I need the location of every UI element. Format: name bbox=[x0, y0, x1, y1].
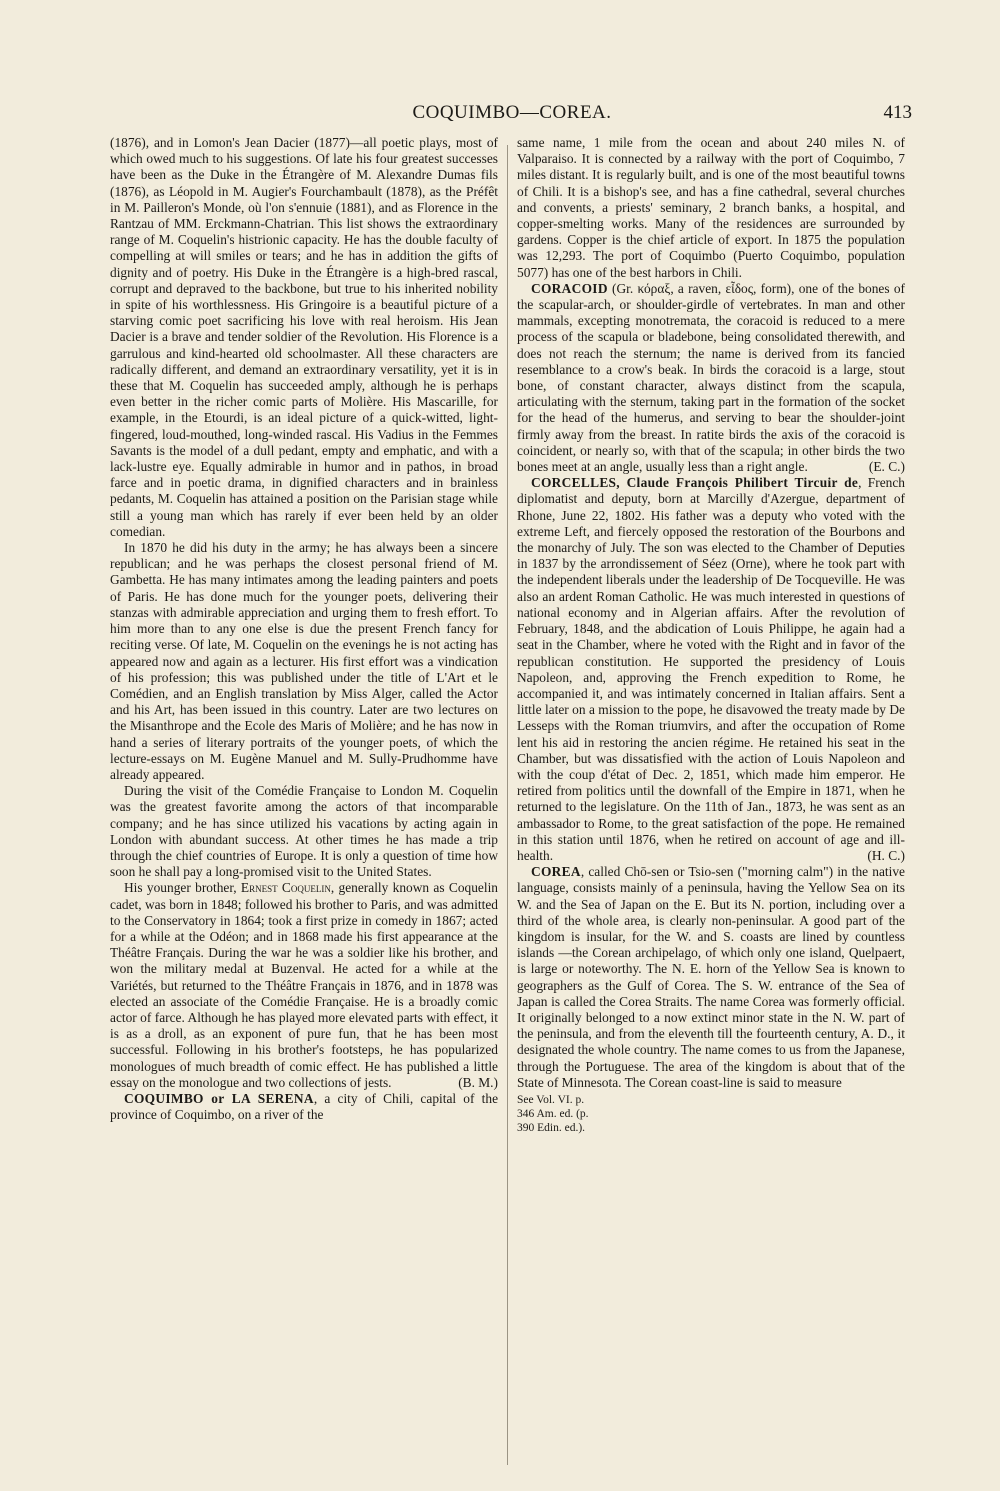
corcelles-entry bbox=[517, 475, 905, 864]
column-divider bbox=[507, 145, 508, 1465]
coquimbo-continuation: same name, 1 mile from the ocean and about 240 miles N. of Valparaiso. It is connected by a railway with the port of Coquimbo, 7 miles distant. It is regularly built, and is one of the most beautiful towns of Chili. It is a bishop's see, and has a fine cathedral, several churches and convents, a priests' seminary, 2 branch banks, a hospital, and copper-smelting works. Many of the residences are surrounded by gardens. Copper is the chief article of export. In 1875 the population was 12,293. The port of Coquimbo (Puerto Coquimbo, population 5077) has one of the best harbors in Chili. bbox=[517, 135, 905, 280]
coquelin-paragraph-2: In 1870 he did his duty in the army; he has always been a sincere republican; and he was perhaps the closest personal friend of M. Gambetta. He has many intimates among the leading painters and poets of Paris. He has done much for the younger poets, delivering their stanzas with admirable appreciation and urging them to fresh effort. To him more than to any one else is due the present French fancy for reciting verse. Of late, M. Coquelin on the evenings he is not acting has appeared now and again as a lecturer. His first effort was a vindication of his profession; this was published under the title of L'Art et le Comédien, and an English translation by Miss Alger, called the Actor and his Art, has been issued in this country. Later are two lectures on the Misanthrope and the Ecole des Maris of Molière; and he has now in hand a series of literary portraits of the younger poets, of which the lecture-essays on M. Eugène Manuel and M. Sully-Prudhomme have already appeared. bbox=[110, 540, 498, 782]
cross-reference-sidenote: See Vol. VI. p. 346 Am. ed. (p. 390 Edin. ed.). bbox=[517, 1093, 589, 1134]
entry-headword: COREA bbox=[531, 864, 581, 880]
right-column bbox=[517, 135, 905, 1135]
coquelin-paragraph-3: During the visit of the Comédie Française to London M. Coquelin was the greatest favorite among the actors of that incomparable company; and he has since utilized his vacations by acting again in London with abundant success. At other times he has made a trip through the chief countries of Europe. It is only a question of time how soon he shall pay a long-promised visit to the United States. bbox=[110, 783, 498, 880]
paragraph-text: , generally known as Coquelin cadet, was born in 1848; followed his brother to Paris, and was admitted to the Conservatory in 1864; took a first prize in comedy in 1867; acted for a while at the Odéon; and in 1868 made his first appearance at the Théâtre Français. During the war he was a soldier like his brother, and won the military medal at Buzenval. He acted for a while at the Variétés, but returned to the Théâtre Français in 1876, and in 1878 was elected an associate of the Comédie Française. He is a broadly comic actor of farce. Although he has played more elevated parts with effect, it is as a droll, as an exponent of pure fun, that he has been most successful. Following in his brother's footsteps, he has popularized monologues of much breadth of comic effect. He has published a little essay on the monologue and two collections of jests. bbox=[110, 880, 498, 1090]
paragraph-text: His younger brother, bbox=[124, 880, 241, 896]
running-title: COQUIMBO—COREA. bbox=[412, 102, 612, 123]
coquelin-paragraph-1: (1876), and in Lomon's Jean Dacier (1877)—all poetic plays, most of which owed much to his suggestions. Of late his four greatest successes have been as the Duke in the Étrangère of M. Alexandre Dumas fils (1876), as Léopold in M. Augier's Fourchambault (1878), as the Préfêt in M. Pailleron's Monde, où l'on s'ennuie (1881), and as Florence in the Rantzau of MM. Erckmann-Chatrian. This list shows the extraordinary range of M. Coquelin's histrionic capacity. He has the double faculty of compelling at will smiles or tears; and he has in addition the gifts of dignity and of poetry. His Duke in the Étrangère is a high-bred rascal, corrupt and depraved to the backbone, but true to his inherited nobility in spite of his worthlessness. His Gringoire is a beautiful picture of a starving comic poet sacrificing his love with real heroism. His Jean Dacier is a brave and tender soldier of the Revolution. His Florence is a garrulous and kind-hearted old schoolmaster. All these characters are radically different, and demand an extraordinary versatility, yet it is in these that M. Coquelin has succeeded amply, although he is perhaps even better in the richer comic parts of Molière. His Mascarille, for example, in the Etourdi, is an ideal picture of a quick-witted, light-fingered, loud-mouthed, long-winded rascal. His Vadius in the Femmes Savants is the model of a dull pedant, empty and emphatic, and with a lack-lustre eye. Equally admirable in humor and in pathos, in broad farce and in poetic drama, in dignified characters and in brainless pedants, M. Coquelin has attained a position on the Parisian stage while still a young man which has rarely if ever been held by an older comedian. bbox=[110, 135, 498, 539]
entry-headword: CORACOID bbox=[531, 280, 608, 296]
left-column bbox=[110, 135, 498, 1123]
running-header bbox=[112, 100, 912, 130]
corea-entry bbox=[517, 864, 905, 1091]
person-name: Ernest Coquelin bbox=[240, 880, 331, 896]
author-signature: (H. C.) bbox=[867, 847, 905, 863]
coracoid-entry bbox=[517, 281, 905, 475]
page-number: 413 bbox=[883, 102, 912, 123]
entry-text: (Gr. κόραξ, a raven, εἶδος, form), one of the bones of the scapular-arch, or shoulder-girdle of vertebrates. In man and other mammals, excepting monotremata, the coracoid is reduced to a mere process of the scapula or bladebone, being consolidated therewith, and does not reach the sternum; the name is derived from its fancied resemblance to a crow's beak. In birds the coracoid is a large, stout bone, of constant character, always distinct from the scapula, articulating with the sternum, taking part in the formation of the socket for the head of the humerus, and serving to bear the shoulder-joint firmly away from the breast. In ratite birds the axis of the coracoid is coincident, or nearly so, with that of the scapula; in other birds the two bones meet at an angle, usually less than a right angle. bbox=[517, 280, 905, 475]
entry-text: , called Chō-sen or Tsio-sen ("morning calm") in the native language, consists mainly of a peninsula, having the Yellow Sea on its W. and the Sea of Japan on the E. But its N. portion, including over a third of the whole area, is clearly non-peninsular. A good part of the kingdom is insular, for the W. and S. coasts are lined by countless islands —the Corean archipelago, of which only one island, Quelpaert, is large or noteworthy. The N. E. horn of the Yellow Sea is known to geographers as the Gulf of Corea. The S. W. entrance of the Sea of Japan is called the Corea Straits. The name Corea was formerly official. It originally belonged to a now extinct minor state in the N. W. part of the peninsula, and from the eleventh till the fourteenth century, A. D., it designated the whole country. The name comes to us from the Japanese, through the Portuguese. The area of the kingdom is about that of the State of Minnesota. The Corean coast-line is said to measure bbox=[517, 864, 905, 1090]
entry-headword: COQUIMBO or LA SERENA bbox=[124, 1090, 314, 1106]
entry-text: , French diplomatist and deputy, born at Marcilly d'Azergue, department of Rhone, June 22, 1802. His father was a deputy who voted with the extreme Left, and fiercely opposed the restoration of the Bourbons and the monarchy of July. The son was elected to the Chamber of Deputies in 1837 by the arrondissement of Séez (Orne), where he took part with the independent liberals under the leadership of De Tocqueville. He was also an ardent Roman Catholic. He was much interested in questions of national economy and in Algerian affairs. After the revolution of February, 1848, and the abdication of Louis Philippe, he again had a seat in the Chamber, where he voted with the Right and in favor of the republican constitution. He supported the presidency of Louis Napoleon, and, approving the French expedition to Rome, he accompanied it, and was intimately concerned in Italian affairs. Sent a little later on a mission to the pope, he disavowed the treaty made by De Lesseps with the Roman triumvirs, and after the occupation of Rome lent his aid in restoring the ancien régime. He retained his seat in the Chamber, but was dissatisfied with the action of Louis Napoleon and with the coup d'état of Dec. 2, 1851, which made him emperor. He retired from politics until the downfall of the Empire in 1871, when he returned to the legislature. On the 11th of Jan., 1873, he was sent as an ambassador to Rome, to the great satisfaction of the pope. He remained in this station until 1876, when he retired on account of age and ill-health. bbox=[517, 475, 905, 863]
ernest-coquelin-paragraph bbox=[110, 880, 498, 1091]
entry-headword: CORCELLES, Claude François Philibert Tircuir de bbox=[531, 475, 859, 491]
entry-text: , a city of Chili, capital of the province of Coquimbo, on a river of the bbox=[110, 1090, 499, 1123]
author-signature: (E. C.) bbox=[868, 459, 905, 475]
author-signature: (B. M.) bbox=[458, 1074, 498, 1090]
coquimbo-entry bbox=[110, 1091, 498, 1123]
